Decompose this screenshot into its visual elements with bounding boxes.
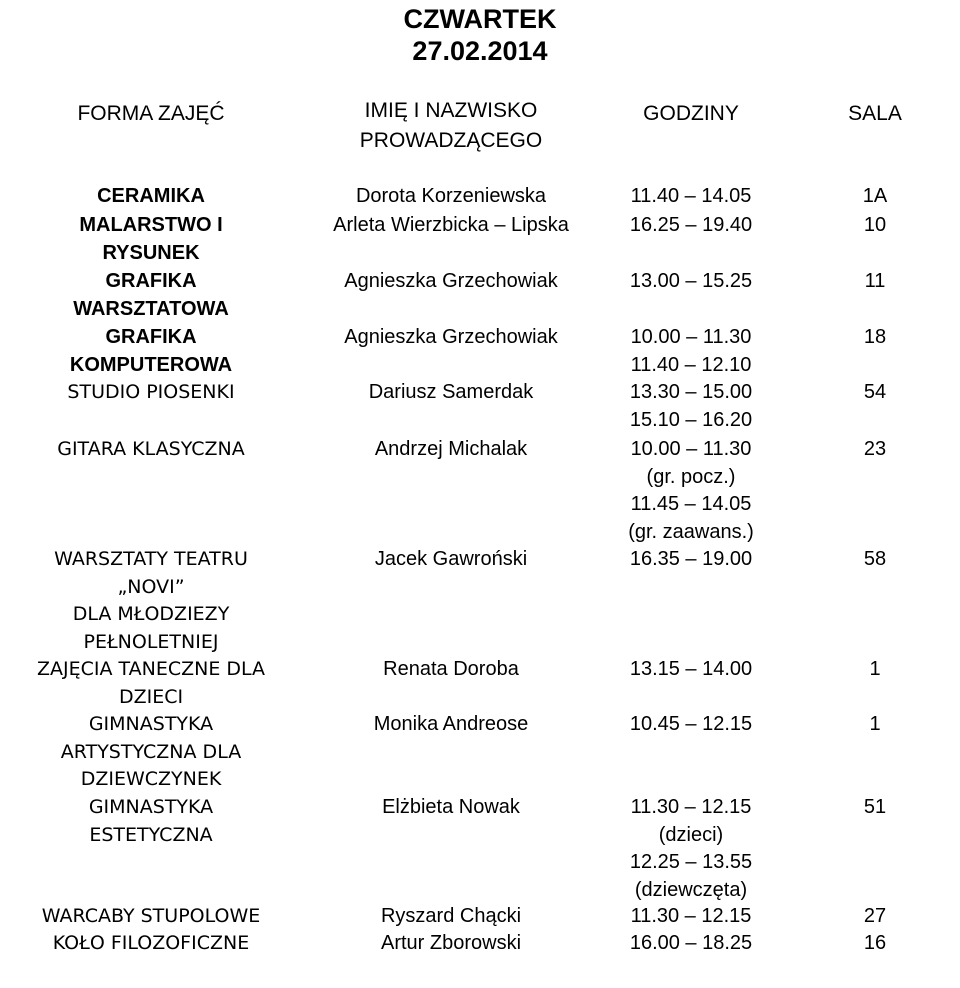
- cell-form: GRAFIKA KOMPUTEROWA: [69, 326, 233, 376]
- cell-teacher: Andrzej Michalak: [374, 438, 528, 460]
- cell-form: CERAMIKA: [97, 185, 205, 207]
- cell-form: KOŁO FILOZOFICZNE: [52, 932, 250, 954]
- cell-form: STUDIO PIOSENKI: [67, 381, 235, 403]
- cell-hours: 16.25 – 19.40: [629, 214, 753, 236]
- cell-teacher: Jacek Gawroński: [374, 548, 528, 570]
- cell-teacher: Agnieszka Grzechowiak: [344, 326, 558, 348]
- cell-room: 58: [863, 548, 887, 570]
- cell-form: GITARA KLASYCZNA: [57, 438, 245, 460]
- column-header-form: FORMA ZAJĘĆ: [77, 102, 225, 125]
- cell-hours: 16.00 – 18.25: [629, 932, 753, 954]
- column-header-hours: GODZINY: [643, 102, 739, 125]
- cell-teacher: Ryszard Chącki: [380, 905, 522, 927]
- cell-room: 18: [863, 326, 887, 348]
- cell-hours: 10.00 – 11.30 11.40 – 12.10: [630, 326, 752, 376]
- cell-form: ZAJĘCIA TANECZNE DLA DZIECI: [36, 658, 266, 708]
- cell-teacher: Elżbieta Nowak: [382, 796, 520, 818]
- cell-form: WARSZTATY TEATRU „NOVI” DLA MŁODZIEZY PEŁNOLETNIEJ: [54, 548, 248, 653]
- page-title-date: 27.02.2014: [412, 36, 548, 66]
- cell-teacher: Dariusz Samerdak: [368, 381, 534, 403]
- cell-teacher: Arleta Wierzbicka – Lipska: [333, 214, 569, 236]
- cell-room: 10: [863, 214, 887, 236]
- cell-teacher: Artur Zborowski: [380, 932, 522, 954]
- cell-room: 1: [869, 713, 881, 735]
- column-header-room: SALA: [848, 102, 902, 125]
- cell-hours: 11.40 – 14.05: [630, 185, 752, 207]
- cell-room: 1A: [862, 185, 888, 207]
- cell-hours: 10.45 – 12.15: [629, 713, 753, 735]
- cell-form: WARCABY STUPOLOWE: [41, 905, 261, 927]
- cell-room: 23: [863, 438, 887, 460]
- cell-room: 51: [863, 796, 887, 818]
- cell-room: 11: [864, 270, 886, 292]
- cell-room: 16: [863, 932, 887, 954]
- cell-hours: 10.00 – 11.30 (gr. pocz.) 11.45 – 14.05 (gr. zaawans.): [628, 438, 754, 543]
- cell-hours: 13.00 – 15.25: [629, 270, 753, 292]
- cell-form: GIMNASTYKA ESTETYCZNA: [88, 796, 214, 846]
- cell-teacher: Agnieszka Grzechowiak: [344, 270, 558, 292]
- cell-hours: 16.35 – 19.00: [629, 548, 753, 570]
- cell-teacher: Monika Andreose: [373, 713, 529, 735]
- cell-hours: 13.15 – 14.00: [629, 658, 753, 680]
- cell-hours: 13.30 – 15.00 15.10 – 16.20: [629, 381, 753, 431]
- cell-room: 1: [869, 658, 881, 680]
- cell-room: 54: [863, 381, 887, 403]
- cell-hours: 11.30 – 12.15 (dzieci) 12.25 – 13.55 (dziewczęta): [629, 796, 753, 901]
- column-header-teacher: IMIĘ I NAZWISKO PROWADZĄCEGO: [359, 99, 543, 152]
- cell-form: GRAFIKA WARSZTATOWA: [73, 270, 229, 320]
- cell-teacher: Dorota Korzeniewska: [355, 185, 547, 207]
- cell-form: MALARSTWO I RYSUNEK: [79, 214, 223, 264]
- cell-room: 27: [863, 905, 887, 927]
- page-title-day: CZWARTEK: [403, 4, 557, 34]
- cell-teacher: Renata Doroba: [383, 658, 519, 680]
- cell-hours: 11.30 – 12.15: [630, 905, 752, 927]
- cell-form: GIMNASTYKA ARTYSTYCZNA DLA DZIEWCZYNEK: [60, 713, 242, 790]
- table-header: [0, 96, 960, 158]
